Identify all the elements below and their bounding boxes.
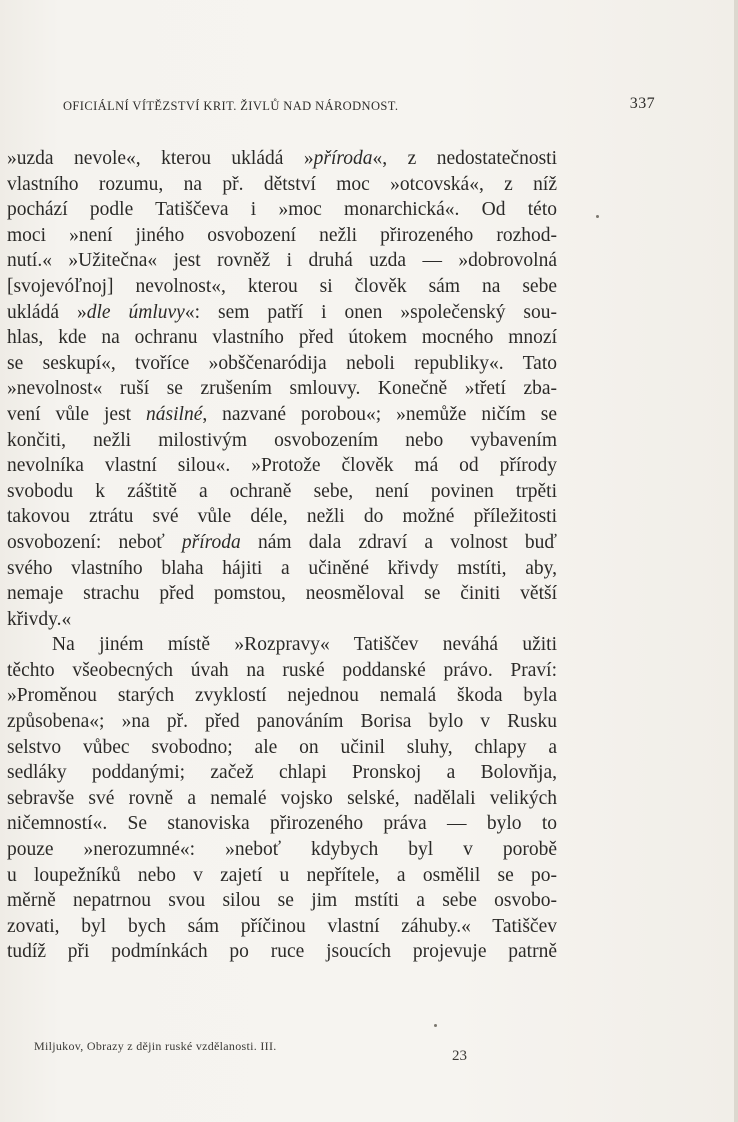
text-line: způsobena«; »na př. před panováním Borisa bylo v Rusku <box>7 711 557 733</box>
body-text <box>7 146 557 965</box>
text-line: u loupežníků nebo v zajetí u nepřítele, a osmělil se po- <box>7 864 557 886</box>
text-line: »uzda nevole«, kterou ukládá »příroda«, z nedostatečnosti <box>7 148 557 169</box>
text-line: »nevolnost« ruší se zrušením smlouvy. Konečně »třetí zba- <box>7 378 557 400</box>
text-line: [svojevóľnoj] nevolnost«, kterou si člověk sám na sebe <box>7 275 557 297</box>
text-line: zovati, byl bych sám příčinou vlastní záhuby.« Tatiščev <box>7 915 557 937</box>
text-line: svobodu k záštitě a ochraně sebe, není povinen trpěti <box>7 480 557 502</box>
text-line: měrně nepatrnou svou silou se jim mstíti a sebe osvobo- <box>7 890 557 912</box>
text-line: křivdy.« <box>7 608 72 630</box>
paper-speck <box>434 1024 437 1027</box>
text-line: svého vlastního blaha hájiti a učiněné křivdy mstíti, aby, <box>7 557 557 579</box>
text-line: vlastního rozumu, na př. dětství moc »otcovská«, z níž <box>7 173 557 195</box>
text-line: nevolníka vlastní silou«. »Protože člověk má od přírody <box>7 455 557 477</box>
text-line: tudíž při podmínkách po ruce jsoucích projevuje patrně <box>7 941 557 963</box>
running-head <box>63 95 655 117</box>
signature-mark: 23 <box>452 1048 467 1064</box>
text-line: moci »není jiného osvobození nežli přirozeného rozhod- <box>7 224 557 246</box>
page-number: 337 <box>629 95 655 112</box>
text-line: končiti, nežli milostivým osvobozením nebo vybavením <box>7 429 557 451</box>
text-line: nemaje strachu před pomstou, neosměloval se činiti větší <box>7 583 557 605</box>
text-line: selstvo vůbec svobodno; ale on učinil sluhy, chlapy a <box>7 736 557 758</box>
footer-source: Miljukov, Obrazy z dějin ruské vzdělanosti. III. <box>34 1039 277 1053</box>
paper-speck <box>596 215 599 218</box>
text-line: ničemností«. Se stanoviska přirozeného práva — bylo to <box>7 813 557 835</box>
page-footer <box>34 1030 554 1070</box>
text-line: sedláky poddanými; začež chlapi Pronskoj a Bolovňja, <box>7 762 557 784</box>
text-line: se seskupí«, tvoříce »obščenaródija neboli republiky«. Tato <box>7 352 557 374</box>
text-line: sebravše své rovně a nemalé vojsko selské, nadělali velikých <box>7 787 557 809</box>
page-edge <box>734 0 738 1122</box>
text-line: takovou ztrátu své vůle déle, nežli do možné příležitosti <box>7 506 557 528</box>
running-title: OFICIÁLNÍ VÍTĚZSTVÍ KRIT. ŽIVLŮ NAD NÁRODNOST. <box>63 99 399 113</box>
text-line: pochází podle Tatiščeva i »moc monarchická«. Od této <box>7 199 557 221</box>
text-line: vení vůle jest násilné, nazvané porobou«; »nemůže ničím se <box>7 403 557 425</box>
text-line: nutí.« »Užitečna« jest rovněž i druhá uzda — »dobrovolná <box>7 250 557 272</box>
text-line: hlas, kde na ochranu vlastního před útokem mocného mnozí <box>7 327 557 349</box>
text-line: »Proměnou starých zvyklostí nejednou nemalá škoda byla <box>7 685 557 707</box>
text-line: pouze »nerozumné«: »neboť kdybych byl v porobě <box>7 839 557 861</box>
text-line: osvobození: neboť příroda nám dala zdraví a volnost buď <box>7 531 557 553</box>
paragraph-start-line: Na jiném místě »Rozpravy« Tatiščev neváhá užiti <box>52 634 557 656</box>
text-line: ukládá »dle úmluvy«: sem patří i onen »společenský sou- <box>7 301 558 323</box>
text-line: těchto všeobecných úvah na ruské poddanské právo. Praví: <box>7 659 557 681</box>
